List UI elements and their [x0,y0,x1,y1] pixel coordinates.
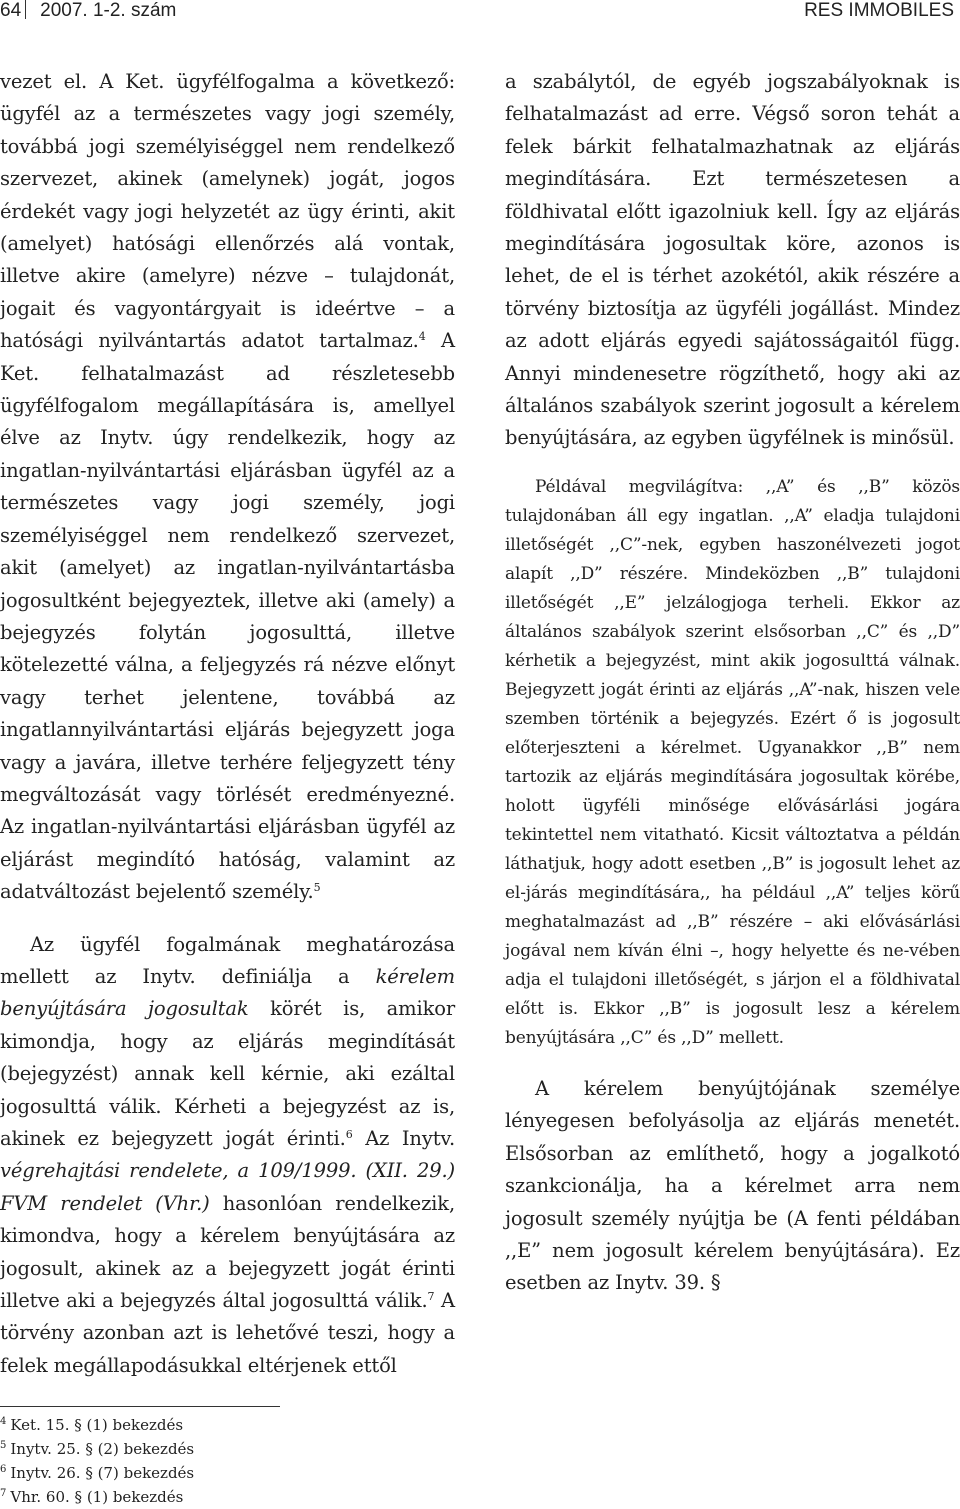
text-segment: Az Inytv. [352,1127,455,1150]
footnote-ref-5: 5 [313,881,321,895]
right-column [505,66,960,1300]
footnotes [0,1413,300,1509]
journal-title: RES IMMOBILES [804,0,954,21]
footnote-text: Ket. 15. § (1) bekezdés [10,1416,184,1434]
left-column [0,66,455,1382]
header-separator [25,0,26,19]
text-segment: vezet el. A Ket. ügyfélfogalma a következő: ügyfél az a természetes vagy jogi személy, továbbá jogi személyiséggel nem rendelkező szervezet, akinek (amelynek) jogát, jogos érdekét vagy jogi helyzetét az ügy érinti, akit (amelyet) hatósági ellenőrzés alá vontak, illetve akire (amelyre) nézve – tulajdonát, jogait és vagyontárgyait is ideértve – a hatósági nyilvántartás adatot tartalmaz. [0,70,455,353]
left-paragraph-2 [0,929,455,1383]
footnote-number: 7 [0,1488,7,1499]
text-segment: A törvény azonban azt is lehetővé teszi, hogy a felek megállapodásukkal eltérjenek ettől [0,1289,455,1377]
footnote-text: Inytv. 26. § (7) bekezdés [10,1464,195,1482]
footnote-ref-4: 4 [418,330,426,344]
footnote-number: 6 [0,1464,7,1475]
page-number: 64 [0,0,22,21]
running-header [0,0,960,30]
right-paragraph-3: A kérelem benyújtójának személye lényegesen befolyásolja az eljárás menetét. Elsősorban az említhető, hogy a jogalkotó szankcionálja, ha a kérelmet arra nem jogosult személy nyújtja be (A fenti példában ,,E” nem jogosult kérelem benyújtására). Ez esetben az Inytv. 39. § [505,1076,960,1295]
header-left [0,0,176,22]
left-paragraph-1 [0,66,455,909]
right-paragraph-1: a szabálytól, de egyéb jogszabályoknak is felhatalmazást ad erre. Végső soron tehát a felek bárkit felhatalmazhatnak az eljárás megindítására. Ezt természetesen a földhivatal előtt igazolniuk kell. Így az eljárás megindítására jogosultak köre, azonos is lehet, de el is térhet azokétól, akik részére a törvény biztosítja az ügyféli jogállást. Mindez az adott eljárás egyedi sajátosságaitól függ. Annyi mindenesetre rögzíthető, hogy aki az általános szabályok szerint jogosult a kérelem benyújtására, az egyben ügyfélnek is minősül. [505,70,960,450]
footnote-ref-7: 7 [427,1290,435,1304]
footnote-text: Inytv. 25. § (2) bekezdés [10,1440,195,1458]
text-segment: A Ket. felhatalmazást ad részletesebb ügyfélfogalom megállapítására is, amellyel élve az Inytv. úgy rendelkezik, hogy az ingatlan-nyilvántartási eljárásban ügyfél az a természetes vagy jogi személy, jogi személyiséggel nem rendelkező szervezet, akit (amelyet) az ingatlan-nyilvántartásba jogosultként bejegyeztek, illetve aki (amely) a bejegyzés folytán jogosulttá, illetve kötelezetté válna, a feljegyzés rá nézve előnyt vagy terhet jelentene, továbbá az ingatlannyilvántartási eljárás bejegyzett joga vagy a javára, illetve terhére feljegyzett tény megváltozását vagy törlését eredményezné. Az ingatlan-nyilvántartási eljárásban ügyfél az eljárást megindító hatóság, valamint az adatváltozást bejelentő személy. [0,329,455,904]
text-segment: Az ügyfél fogalmának meghatározása mellett az Inytv. definiálja a [0,932,455,988]
text-segment: hasonlóan rendelkezik, kimondva, hogy a kérelem benyújtására az jogosult, akinek az a bejegyzett jogát érinti illetve aki a bejegyzés által jogosulttá válik. [0,1191,455,1313]
footnote-divider [0,1406,280,1407]
footnote-number: 5 [0,1440,7,1451]
italic-term: kérelem benyújtására jogosultak [0,964,455,1021]
italic-title: végrehajtási rendelete, a 109/1999. (XII. 29.) FVM rendelet (Vhr.) [0,1159,455,1215]
footnote-ref-6: 6 [345,1128,353,1141]
footnote-item [0,1437,300,1461]
issue-label: 2007. 1-2. szám [40,0,177,21]
footnote-number: 4 [0,1416,7,1427]
text-segment: körét is, amikor kimondja, hogy az eljárás megindítását (bejegyzést) annak kell kérnie, aki ezáltal jogosulttá válik. Kérheti a bejegyzést az is, akinek ez bejegyzett jogát érinti. [0,997,455,1150]
footnote-item [0,1485,300,1509]
footnote-item [0,1461,300,1485]
footnote-text: Vhr. 60. § (1) bekezdés [10,1488,184,1506]
example-paragraph: Példával megvilágítva: ,,A” és ,,B” közös tulajdonában áll egy ingatlan. ,,A” eladja tulajdoni illetőségét ,,C”-nek, egyben haszonélvezeti jogot alapít ,,D” részére. Mindeközben ,,B” tulajdoni illetőségét ,,E” jelzálogjoga terheli. Ekkor az általános szabályok szerint elsősorban ,,C” és ,,D” kérhetik a bejegyzést, mint akik jogosulttá válnak. Bejegyzett jogát érinti az eljárás ,,A”-nak, hiszen vele szemben történik a bejegyzés. Ezért ő is jogosult előterjeszteni a kérelmet. Ugyanakkor ,,B” nem tartozik az eljárás megindítására jogosultak körébe, holott ügyféli minősége elővásárlási jogára tekintettel nem vitatható. Kicsit változtatva a példán láthatjuk, hogy adott esetben ,,B” is jogosult lehet az el-járás megindítására,, ha például ,,A” teljes körű meghatalmazást ad ,,B” részére – aki elővásárlási jogával nem kíván élni –, hogy helyette és ne-vében adja el tulajdoni illetőségét, s járjon el a földhivatal előtt is. Ekkor ,,B” is jogosult lesz a kérelem benyújtására ,,C” és ,,D” mellett. [505,476,960,1048]
footnote-item [0,1413,300,1437]
